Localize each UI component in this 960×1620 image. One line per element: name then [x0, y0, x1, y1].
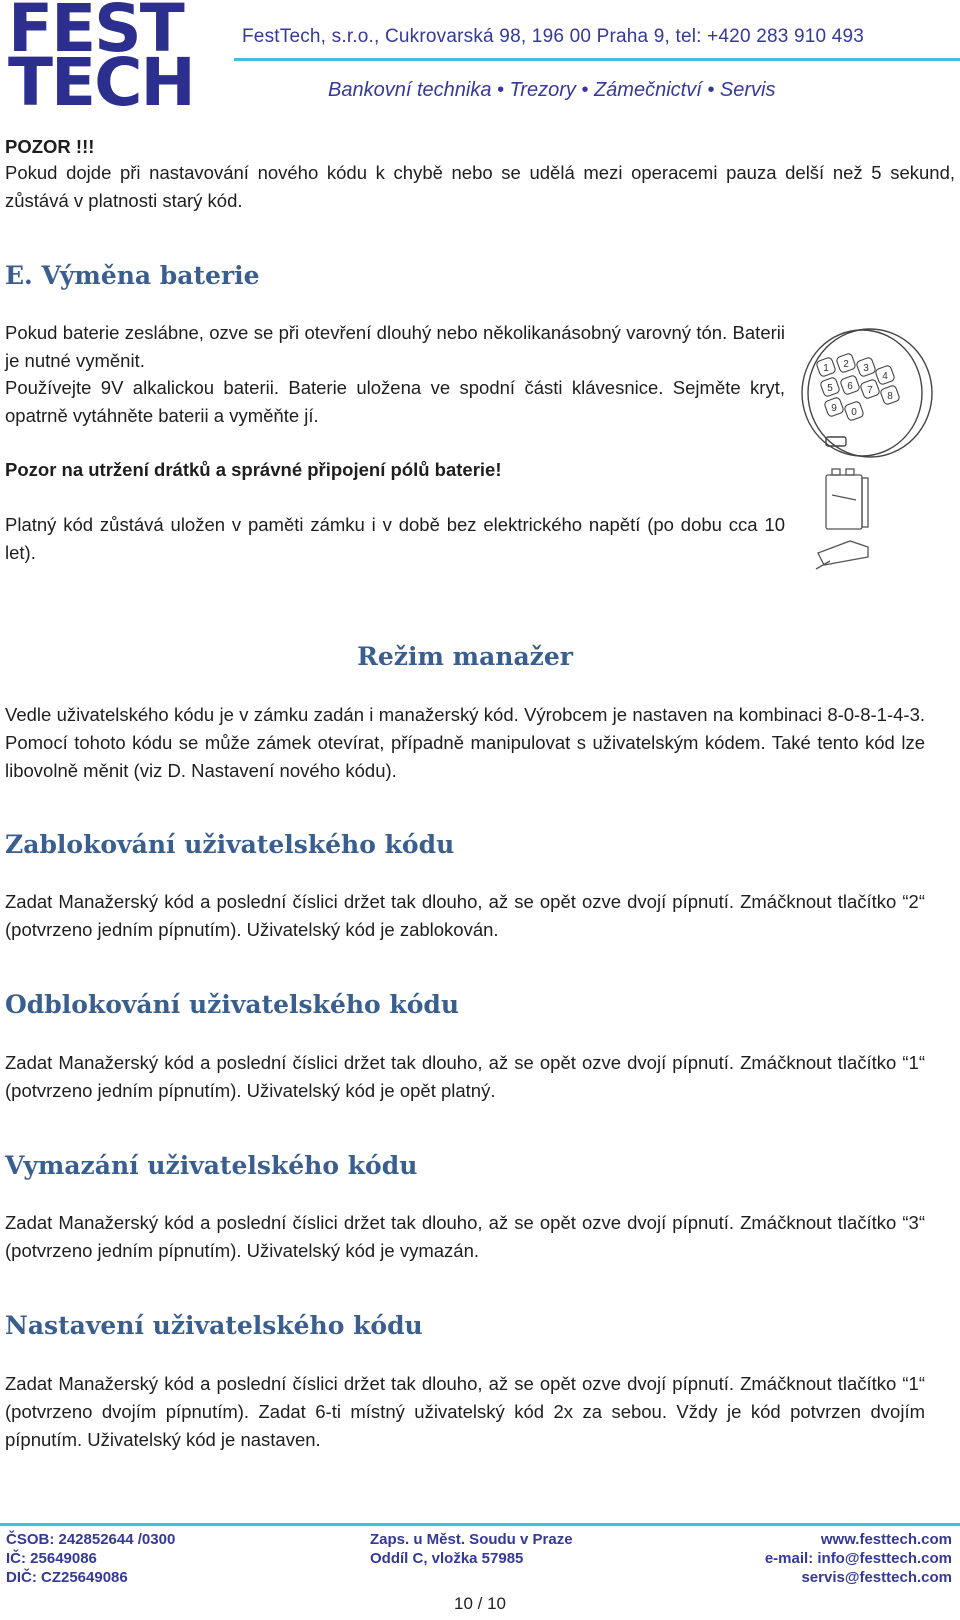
battery-paragraph-3: Platný kód zůstává uložen v paměti zámku i v době bez elektrického napětí (po dobu cca 10 let).: [5, 514, 785, 563]
delete-user-code-text: Zadat Manažerský kód a poslední číslici držet tak dlouho, až se opět ozve dvojí pípnutí. Zmáčknout tlačítko “3“ (potvrzeno jedním pípnutím). Uživatelský kód je vymazán.: [5, 1212, 925, 1261]
keypad-key-label: 7: [867, 385, 873, 396]
footer-ico: IČ: 25649086: [6, 1550, 97, 1567]
unblock-user-code-title: Odblokování uživatelského kódu: [5, 990, 460, 1019]
manager-mode-title: Režim manažer: [357, 642, 573, 671]
keypad-key-label: 3: [863, 363, 869, 374]
keypad-key-label: 9: [831, 403, 837, 414]
footer-csob: ČSOB: 242852644 /0300: [6, 1531, 176, 1548]
keypad-key-label: 0: [851, 407, 857, 418]
footer-company-ids: [6, 1530, 175, 1587]
set-user-code-text: Zadat Manažerský kód a poslední číslici držet tak dlouho, až se opět ozve dvojí pípnutí. Zmáčknout tlačítko “1“ (potvrzeno dvojím pípnutím). Zadat 6-ti místný uživatelský kód 2x za sebou. Vždy je kód potvrzen dvojím pípnutím. Uživatelský kód je nastaven.: [5, 1373, 925, 1450]
company-logo: [8, 0, 208, 121]
keypad-key-label: 4: [882, 371, 888, 382]
footer-dic: DIČ: CZ25649086: [6, 1569, 128, 1586]
keypad-key-label: 6: [847, 381, 853, 392]
keypad-key-label: 8: [887, 391, 893, 402]
footer-divider: [0, 1523, 960, 1526]
block-user-code-title: Zablokování uživatelského kódu: [5, 830, 455, 859]
unblock-user-code-text: Zadat Manažerský kód a poslední číslici držet tak dlouho, až se opět ozve dvojí pípnutí. Zmáčknout tlačítko “1“ (potvrzeno jedním pípnutím). Uživatelský kód je opět platný.: [5, 1052, 925, 1101]
set-user-code-title: Nastavení uživatelského kódu: [5, 1311, 423, 1340]
footer-web-link[interactable]: www.festtech.com: [820, 1531, 952, 1548]
footer-email-servis-link[interactable]: servis@festtech.com: [801, 1569, 952, 1586]
footer-email-info-link[interactable]: e-mail: info@festtech.com: [764, 1550, 952, 1567]
footer-registry-line-1: Zaps. u Měst. Soudu v Praze: [370, 1531, 573, 1548]
delete-user-code-title: Vymazání uživatelského kódu: [5, 1151, 418, 1180]
footer-registry: [370, 1530, 573, 1568]
header-divider: [234, 58, 960, 61]
keypad-keys: [816, 353, 901, 422]
keypad-key-label: 1: [823, 363, 829, 374]
battery-paragraph-2: Používejte 9V alkalickou baterii. Baterie uložena ve spodní části klávesnice. Sejměte kryt, opatrně vytáhněte baterii a vyměňte jí.: [5, 377, 785, 426]
warning-title: POZOR !!!: [5, 136, 95, 157]
page-number: 10 / 10: [454, 1594, 506, 1613]
footer-registry-line-2: Oddíl C, vložka 57985: [370, 1550, 524, 1567]
battery-illustration: [816, 469, 868, 569]
block-user-code-text: Zadat Manažerský kód a poslední číslici držet tak dlouho, až se opět ozve dvojí pípnutí. Zmáčknout tlačítko “2“ (potvrzeno jedním pípnutím). Uživatelský kód je zablokován.: [5, 891, 925, 940]
logo-line-tech: TECH: [8, 44, 194, 121]
section-e-title: E. Výměna baterie: [5, 261, 260, 290]
footer-contacts: [765, 1530, 952, 1587]
logo-line-fest: FEST: [8, 0, 183, 67]
battery-paragraph-1: Pokud baterie zeslábne, ozve se při otevření dlouhý nebo několikanásobný varovný tón. Baterii je nutné vyměnit.: [5, 322, 785, 371]
warning-text: Pokud dojde při nastavování nového kódu k chybě nebo se udělá mezi operacemi pauza delší než 5 sekund, zůstává v platnosti starý kód.: [5, 162, 955, 211]
battery-warning: Pozor na utržení drátků a správné připojení pólů baterie!: [5, 459, 502, 480]
keypad-battery-illustration: [790, 325, 940, 580]
manager-mode-text: Vedle uživatelského kódu je v zámku zadán i manažerský kód. Výrobcem je nastaven na kombinaci 8-0-8-1-4-3. Pomocí tohoto kódu se může zámek otevírat, případně manipulovat s uživatelským kódem. Také tento kód lze libovolně měnit (viz D. Nastavení nového kódu).: [5, 704, 925, 781]
keypad-key-label: 2: [843, 359, 849, 370]
keypad-key-label: 5: [827, 383, 833, 394]
header-address: FestTech, s.r.o., Cukrovarská 98, 196 00 Praha 9, tel: +420 283 910 493: [242, 26, 865, 47]
header-services: Bankovní technika • Trezory • Zámečnictví • Servis: [328, 79, 776, 101]
